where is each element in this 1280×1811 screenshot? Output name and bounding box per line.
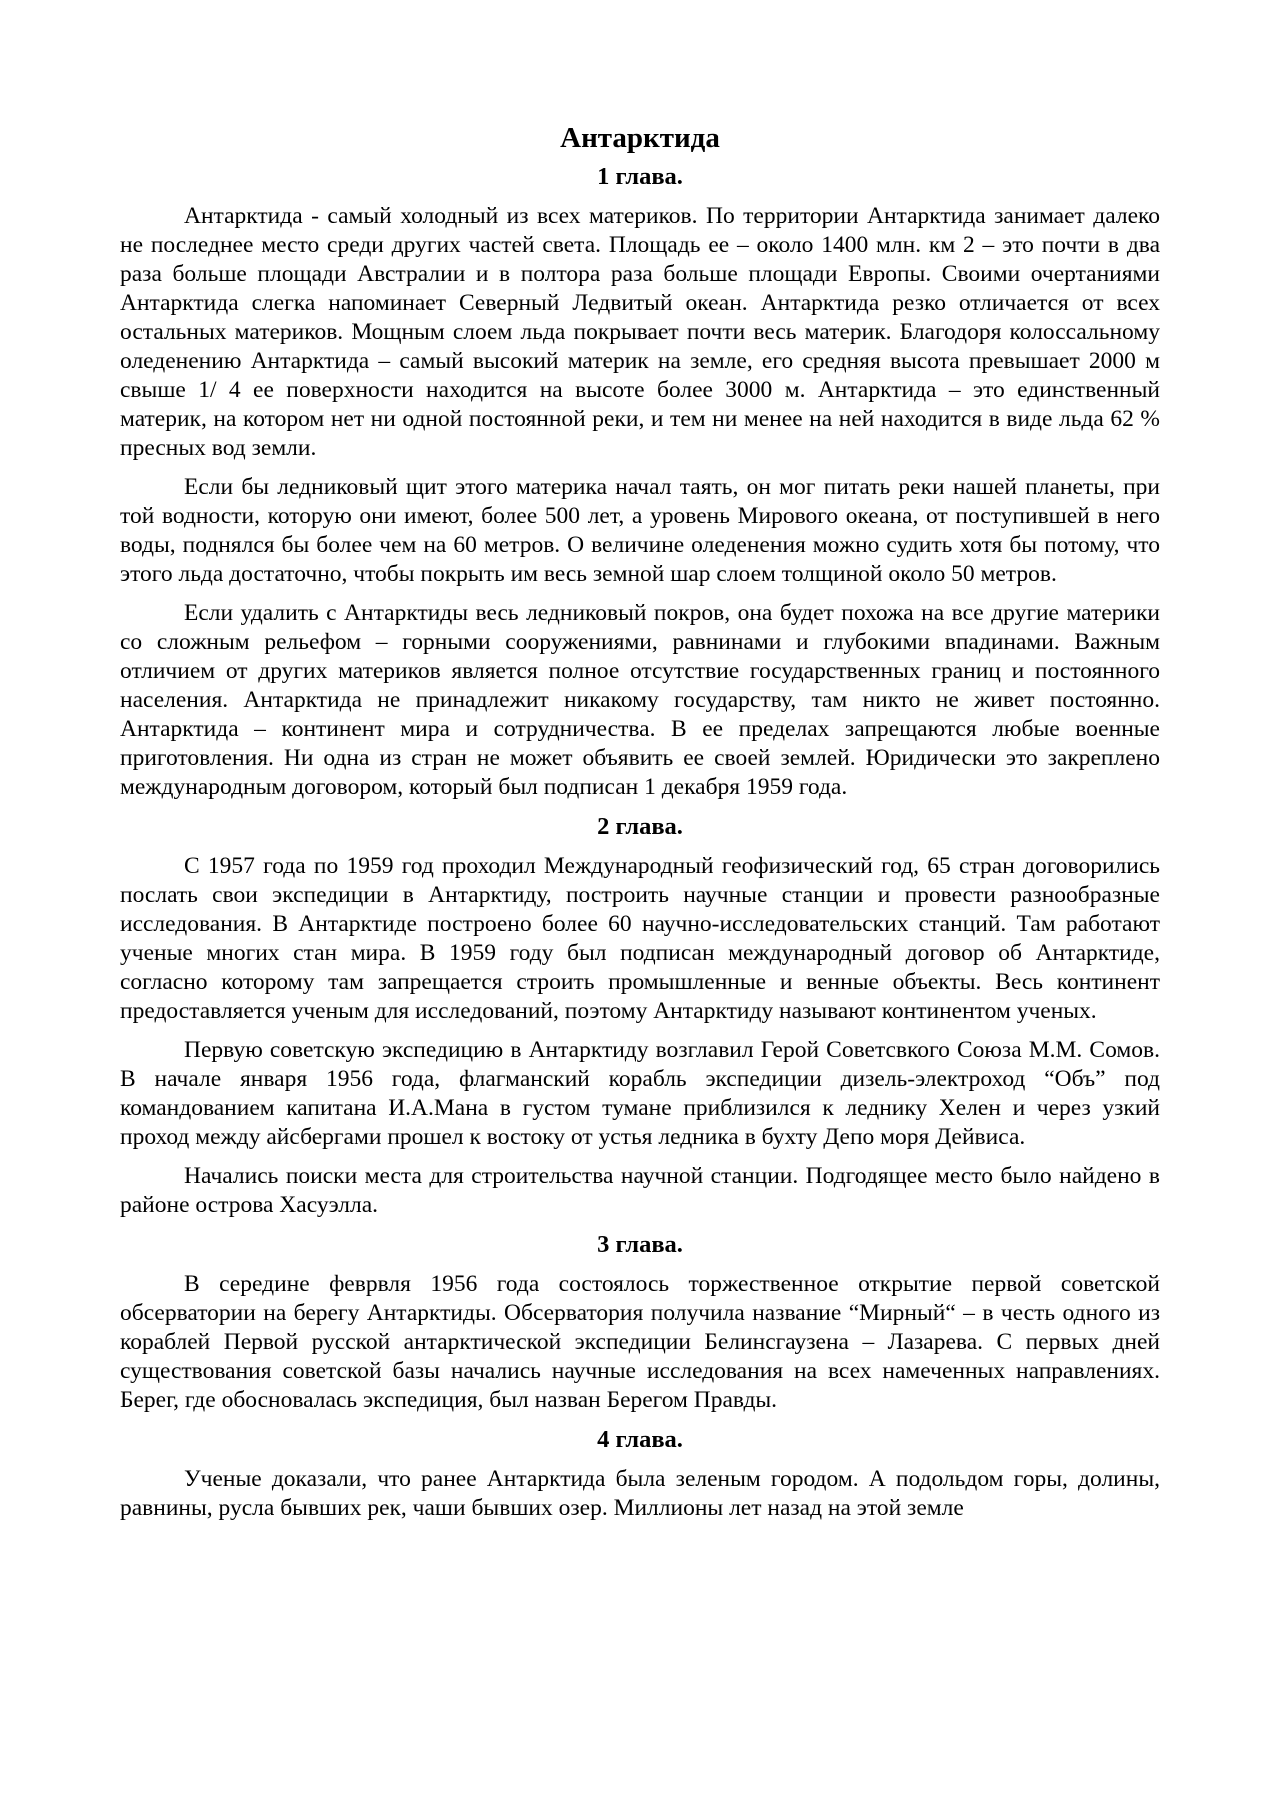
chapter-3 (120, 1230, 1160, 1415)
chapter-heading: 4 глава. (597, 1426, 683, 1453)
paragraph: В середине феврвля 1956 года состоялось торжественное открытие первой советской обсерватории на берегу Антарктиды. Обсерватория получила название “Мирный“ – в честь одного из кораблей Первой русской антарктической экспедиции Белинсгаузена – Лазарева. С первых дней существования советской базы начались научные исследования на всех намеченных направлениях. Берег, где обосновалась экспедиция, был назван Берегом Правды. (120, 1271, 1160, 1413)
document-body (120, 120, 1160, 1533)
chapter-heading: 2 глава. (597, 813, 683, 840)
chapter-2 (120, 812, 1160, 1220)
paragraph: Антарктида - самый холодный из всех материков. По территории Антарктида занимает далеко не последнее место среди других частей света. Площадь ее – около 1400 млн. км 2 – это почти в два раза больше площади Австралии и в полтора раза больше площади Европы. Своими очертаниями Антарктида слегка напоминает Северный Ледвитый океан. Антарктида резко отличается от всех остальных материков. Мощным слоем льда покрывает почти весь материк. Благодоря колоссальному оледенению Антарктида – самый высокий материк на земле, его средняя высота превышает 2000 м свыше 1/ 4 ее поверхности находится на высоте более 3000 м. Антарктида – это единственный материк, на котором нет ни одной постоянной реки, и тем ни менее на ней находится в виде льда 62 % пресных вод земли. (120, 203, 1160, 461)
paragraph: Начались поиски места для строительства научной станции. Подгодящее место было найдено в районе острова Хасуэлла. (120, 1163, 1160, 1218)
chapter-4 (120, 1425, 1160, 1523)
chapter-heading: 1 глава. (597, 163, 683, 190)
chapter-1 (120, 162, 1160, 802)
paragraph: С 1957 года по 1959 год проходил Международный геофизический год, 65 стран договорились послать свои экспедиции в Антарктиду, построить научные станции и провести разнообразные исследования. В Антарктиде построено более 60 научно-исследовательских станций. Там работают ученые многих стан мира. В 1959 году был подписан международный договор об Антарктиде, согласно которому там запрещается строить промышленные и венные объекты. Весь континент предоставляется ученым для исследований, поэтому Антарктиду называют континентом ученых. (120, 853, 1160, 1024)
paragraph: Если удалить с Антарктиды весь ледниковый покров, она будет похожа на все другие материки со сложным рельефом – горными сооружениями, равнинами и глубокими впадинами. Важным отличием от других материков является полное отсутствие государственных границ и постоянного населения. Антарктида не принадлежит никакому государству, там никто не живет постоянно. Антарктида – континент мира и сотрудничества. В ее пределах запрещаются любые военные приготовления. Ни одна из стран не может объявить ее своей землей. Юридически это закреплено международным договором, который был подписан 1 декабря 1959 года. (120, 600, 1160, 800)
paragraph: Первую советскую экспедицию в Антарктиду возглавил Герой Советсвкого Союза М.М. Сомов. В начале января 1956 года, флагманский корабль экспедиции дизель-электроход “Объ” под командованием капитана И.А.Мана в густом тумане приблизился к леднику Хелен и через узкий проход между айсбергами прошел к востоку от устья ледника в бухту Депо моря Дейвиса. (120, 1037, 1160, 1150)
paragraph: Если бы ледниковый щит этого материка начал таять, он мог питать реки нашей планеты, при той водности, которую они имеют, более 500 лет, а уровень Мирового океана, от поступившей в него воды, поднялся бы более чем на 60 метров. О величине оледенения можно судить хотя бы потому, что этого льда достаточно, чтобы покрыть им весь земной шар слоем толщиной около 50 метров. (120, 474, 1160, 587)
document-title: Антарктида (560, 122, 720, 154)
chapter-heading: 3 глава. (597, 1231, 683, 1258)
paragraph: Ученые доказали, что ранее Антарктида была зеленым городом. А подольдом горы, долины, равнины, русла бывших рек, чаши бывших озер. Миллионы лет назад на этой земле (120, 1466, 1160, 1521)
